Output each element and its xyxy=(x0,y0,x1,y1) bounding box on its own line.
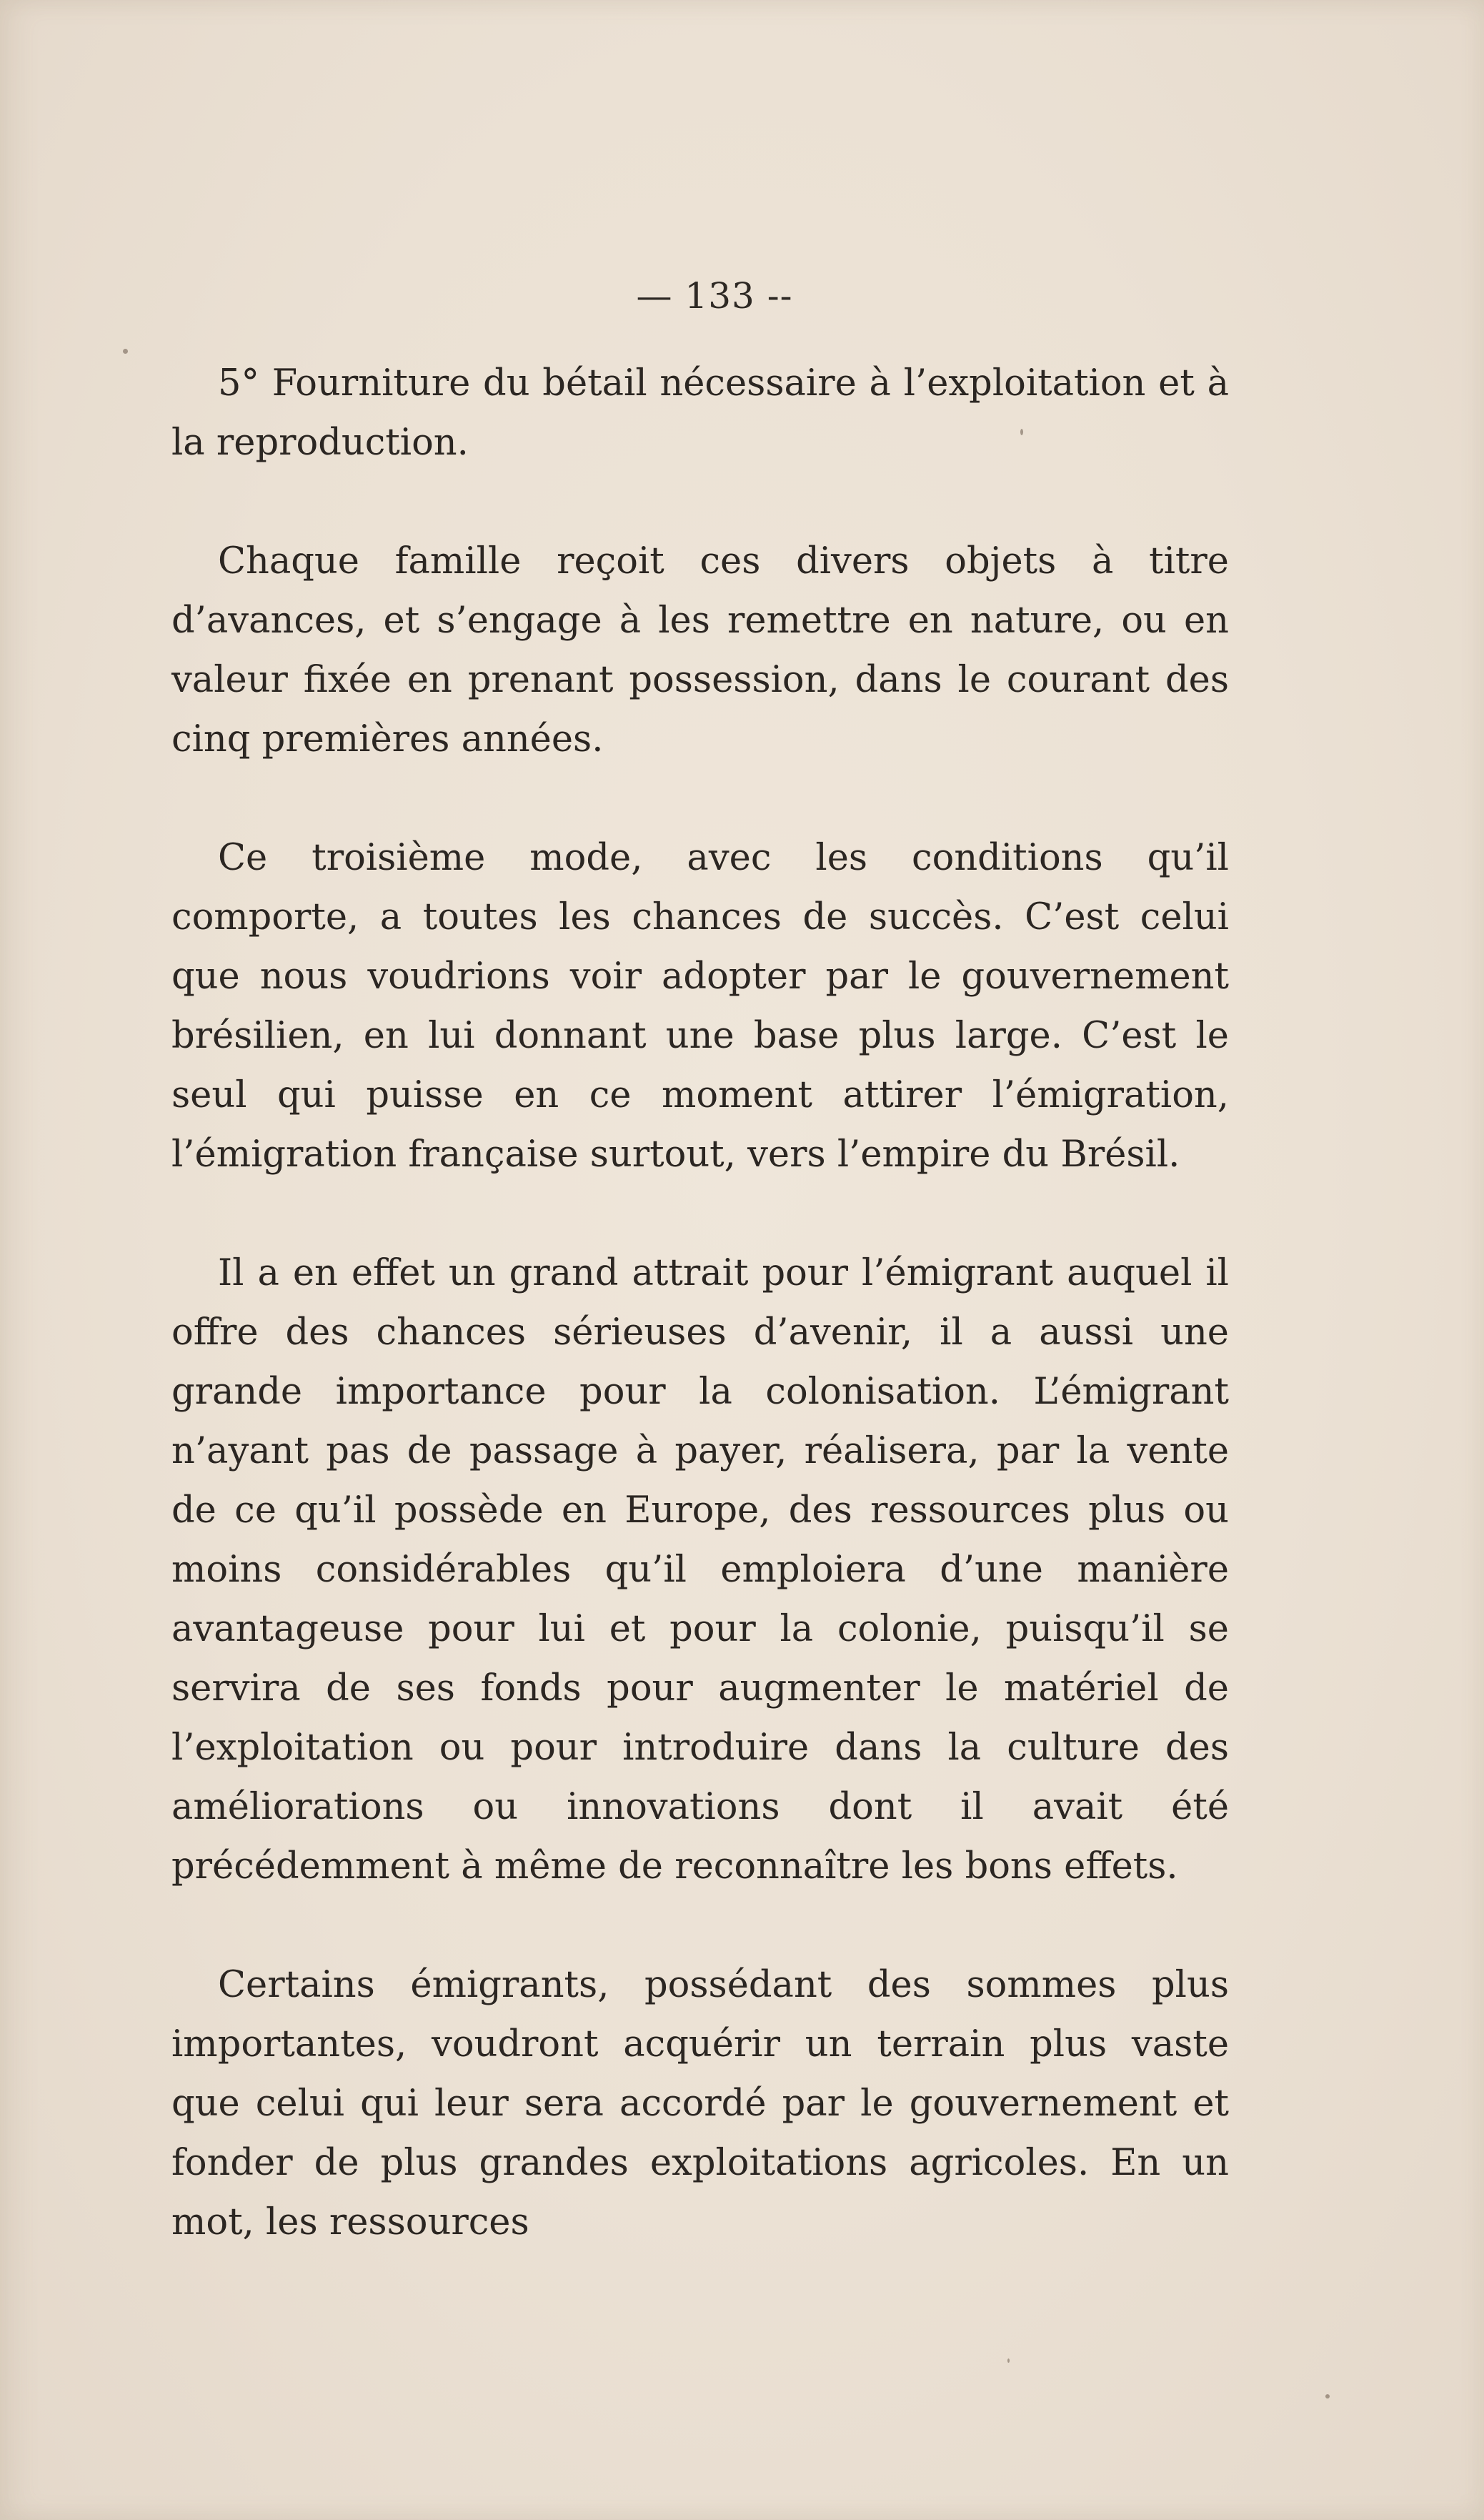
body-text xyxy=(171,354,1229,2252)
page-number: — 133 -- xyxy=(636,275,793,317)
paper-speck xyxy=(1325,2394,1330,2399)
paragraph-emigrant-attraction: Il a en effet un grand attrait pour l’émigrant auquel il offre des chances sérieuses d’avenir, il a aussi une grande importance pour la colonisation. L’émigrant n’ayant pas de passage à payer, réalisera, par la vente de ce qu’il possède en Europe, des ressources plus ou moins considérables qu’il emploiera d’une manière avantageuse pour lui et pour la colonie, puisqu’il se servira de ses fonds pour augmenter le matériel de l’exploitation ou pour introduire dans la culture des améliorations ou innovations dont il avait été précédemment à même de reconnaître les bons effets. xyxy=(171,1252,1229,1887)
paragraph-third-mode: Ce troisième mode, avec les conditions qu’il comporte, a toutes les chances de succès. C’est celui que nous voudrions voir adopter par le gouvernement brésilien, en lui donnant une base plus large. C’est le seul qui puisse en ce moment attirer l’émigration, l’émigration française surtout, vers l’empire du Brésil. xyxy=(171,837,1229,1176)
paper-speck xyxy=(1007,2358,1010,2363)
paragraph-livestock-supply: 5° Fourniture du bétail nécessaire à l’exploitation et à la reproduction. xyxy=(171,362,1229,464)
paragraph-advances-repayment: Chaque famille reçoit ces divers objets à titre d’avances, et s’engage à les remettre en nature, ou en valeur fixée en prenant possession, dans le courant des cinq premières années. xyxy=(171,540,1229,760)
paragraph-wealthier-emigrants: Certains émigrants, possédant des sommes plus importantes, voudront acquérir un terrain plus vaste que celui qui leur sera accordé par le gouvernement et fonder de plus grandes exploitations agricoles. En un mot, les ressources xyxy=(171,1964,1229,2243)
paper-speck xyxy=(1020,429,1023,435)
paper-speck xyxy=(123,349,128,354)
